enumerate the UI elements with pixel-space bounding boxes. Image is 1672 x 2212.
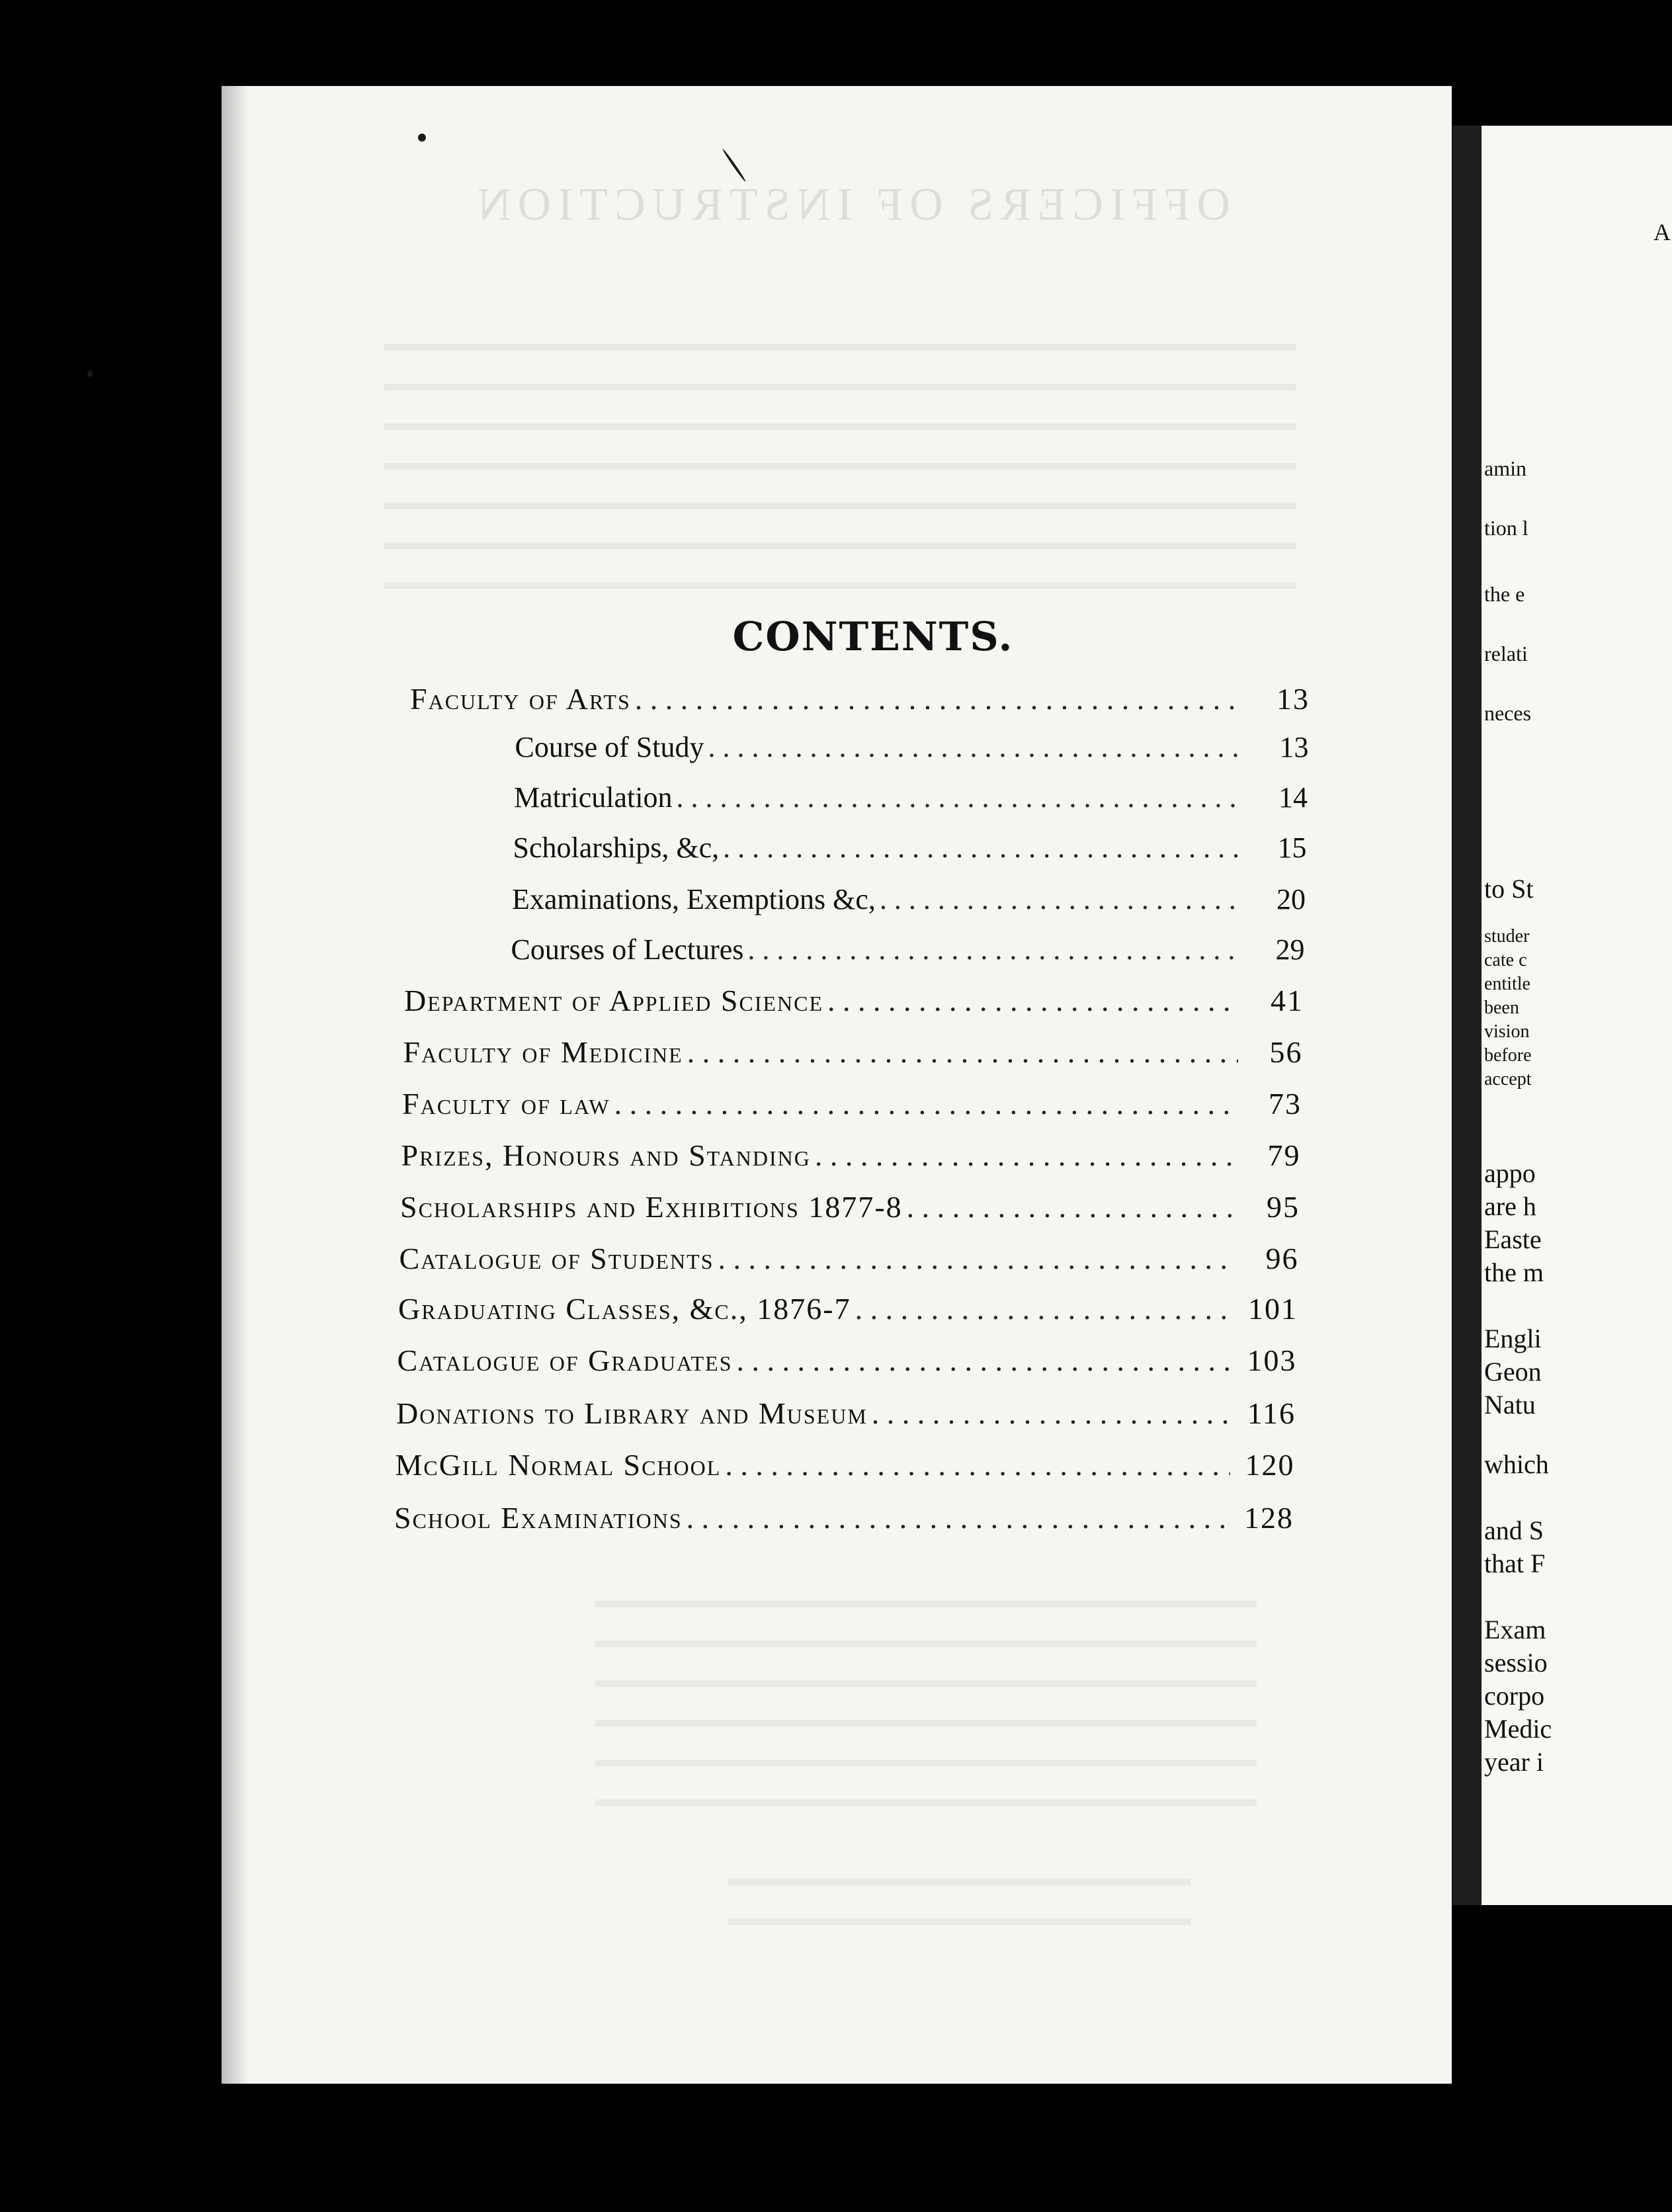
toc-leader-dots [747, 933, 1239, 966]
toc-entry-label: Catalogue of Graduates [397, 1343, 733, 1377]
right-page-text-fragment: been [1484, 998, 1519, 1018]
toc-entry-label: Courses of Lectures [511, 933, 744, 966]
toc-entry [514, 781, 1308, 820]
right-page-text-fragment: amin [1484, 456, 1526, 480]
right-page-text-fragment: entitle [1484, 974, 1530, 994]
right-page-text-fragment: A [1653, 219, 1671, 245]
toc-entry [512, 882, 1306, 922]
toc-entry [404, 983, 1304, 1023]
toc-entry-page: 29 [1275, 933, 1305, 966]
right-page-text-fragment: appo [1484, 1158, 1536, 1188]
toc-entry-label: Catalogue of Students [399, 1242, 714, 1275]
toc-entry [511, 933, 1305, 972]
toc-leader-dots [827, 983, 1239, 1018]
right-page-text-fragment: and S [1484, 1515, 1544, 1545]
toc-leader-dots [614, 1086, 1237, 1121]
page-edge-shadow [222, 86, 248, 2084]
toc-entry [410, 681, 1310, 721]
right-page-text-fragment: to St [1484, 874, 1534, 904]
toc-entry-page: 13 [1276, 682, 1310, 716]
toc-entry [402, 1086, 1302, 1126]
book-gutter [1452, 126, 1482, 1905]
toc-leader-dots [907, 1189, 1235, 1224]
right-page-text-fragment: vision [1484, 1021, 1530, 1042]
toc-leader-dots [677, 781, 1243, 814]
toc-entry-page: 101 [1248, 1292, 1298, 1326]
toc-entry-label: Faculty of law [402, 1087, 610, 1121]
toc-entry-page: 128 [1244, 1501, 1294, 1535]
right-page-text-fragment: Easte [1484, 1224, 1542, 1254]
toc-entry [396, 1396, 1296, 1435]
toc-entry-page: 13 [1279, 731, 1309, 763]
right-page-text-fragment: relati [1484, 642, 1528, 665]
toc-entry [398, 1291, 1298, 1331]
toc-entry [397, 1343, 1297, 1382]
toc-leader-dots [687, 1500, 1229, 1535]
toc-leader-dots [880, 882, 1241, 916]
right-page-text-fragment: before [1484, 1045, 1532, 1066]
right-page-text-fragment: that F [1484, 1549, 1546, 1578]
right-page-text-fragment: the m [1484, 1257, 1544, 1287]
toc-entry-label: School Examinations [394, 1501, 683, 1535]
toc-entry-label: Course of Study [515, 731, 704, 763]
right-page-text-fragment: corpo [1484, 1681, 1545, 1711]
toc-entry-label: Prizes, Honours and Standing [401, 1138, 811, 1172]
toc-entry-label: Faculty of Arts [410, 682, 631, 716]
toc-entry-page: 73 [1269, 1087, 1302, 1121]
right-page-text-fragment: sessio [1484, 1648, 1548, 1678]
toc-entry-label: McGill Normal School [395, 1448, 722, 1482]
film-speck [87, 370, 93, 377]
contents-heading: CONTENTS. [732, 614, 1014, 660]
toc-entry [403, 1035, 1303, 1074]
toc-entry-label: Donations to Library and Museum [396, 1396, 868, 1430]
toc-entry-page: 103 [1247, 1343, 1297, 1377]
toc-entry-page: 15 [1277, 831, 1307, 864]
toc-entry [515, 730, 1309, 770]
right-page-text-fragment: Engli [1484, 1324, 1542, 1353]
right-page-text-fragment: Exam [1484, 1615, 1546, 1644]
book-page-right [1482, 126, 1672, 1905]
toc-entry-page: 56 [1269, 1035, 1303, 1069]
toc-entry-label: Faculty of Medicine [403, 1035, 683, 1069]
toc-entry-label: Department of Applied Science [404, 984, 824, 1017]
toc-entry-page: 79 [1267, 1138, 1301, 1172]
toc-entry-label: Scholarships, &c, [513, 831, 720, 864]
toc-entry-label: Examinations, Exemptions &c, [512, 883, 876, 915]
toc-entry-page: 96 [1265, 1242, 1299, 1275]
toc-leader-dots [687, 1035, 1238, 1070]
right-page-text-fragment: which [1484, 1449, 1549, 1479]
right-page-text-fragment: Medic [1484, 1714, 1552, 1744]
toc-entry [399, 1241, 1299, 1281]
right-page-text-fragment: studer [1484, 926, 1530, 947]
toc-leader-dots [737, 1343, 1232, 1378]
toc-entry-label: Matriculation [514, 781, 673, 814]
right-page-text-fragment: the e [1484, 582, 1525, 606]
right-page-text-fragment: year i [1484, 1747, 1544, 1777]
toc-entry-page: 41 [1271, 984, 1304, 1017]
toc-leader-dots [723, 831, 1241, 865]
toc-leader-dots [725, 1447, 1230, 1482]
toc-entry-page: 120 [1245, 1448, 1295, 1482]
right-page-text-fragment: neces [1484, 701, 1532, 725]
right-page-text-fragment: cate c [1484, 950, 1527, 970]
toc-entry [400, 1189, 1300, 1229]
right-page-text-fragment: Geon [1484, 1357, 1542, 1386]
toc-leader-dots [708, 730, 1244, 764]
right-page-text-fragment: accept [1484, 1069, 1532, 1089]
book-page-left [222, 86, 1452, 2084]
toc-leader-dots [855, 1291, 1233, 1326]
toc-entry-page: 20 [1276, 883, 1306, 915]
toc-entry-page: 116 [1247, 1396, 1296, 1430]
print-speck [418, 134, 426, 142]
toc-entry-label: Scholarships and Exhibitions 1877-8 [400, 1190, 903, 1224]
toc-leader-dots [635, 681, 1245, 716]
toc-entry-page: 95 [1267, 1190, 1300, 1224]
toc-leader-dots [815, 1138, 1236, 1173]
toc-entry-label: Graduating Classes, &c., 1876-7 [398, 1292, 851, 1326]
right-page-text-fragment: are h [1484, 1191, 1536, 1221]
toc-leader-dots [872, 1396, 1231, 1431]
toc-entry [394, 1500, 1294, 1540]
toc-entry [513, 831, 1307, 871]
right-page-text-fragment: Natu [1484, 1390, 1536, 1420]
toc-entry [401, 1138, 1301, 1177]
toc-leader-dots [718, 1241, 1234, 1276]
toc-entry [396, 1447, 1295, 1487]
toc-entry-page: 14 [1278, 781, 1308, 814]
right-page-text-fragment: tion l [1484, 516, 1528, 540]
